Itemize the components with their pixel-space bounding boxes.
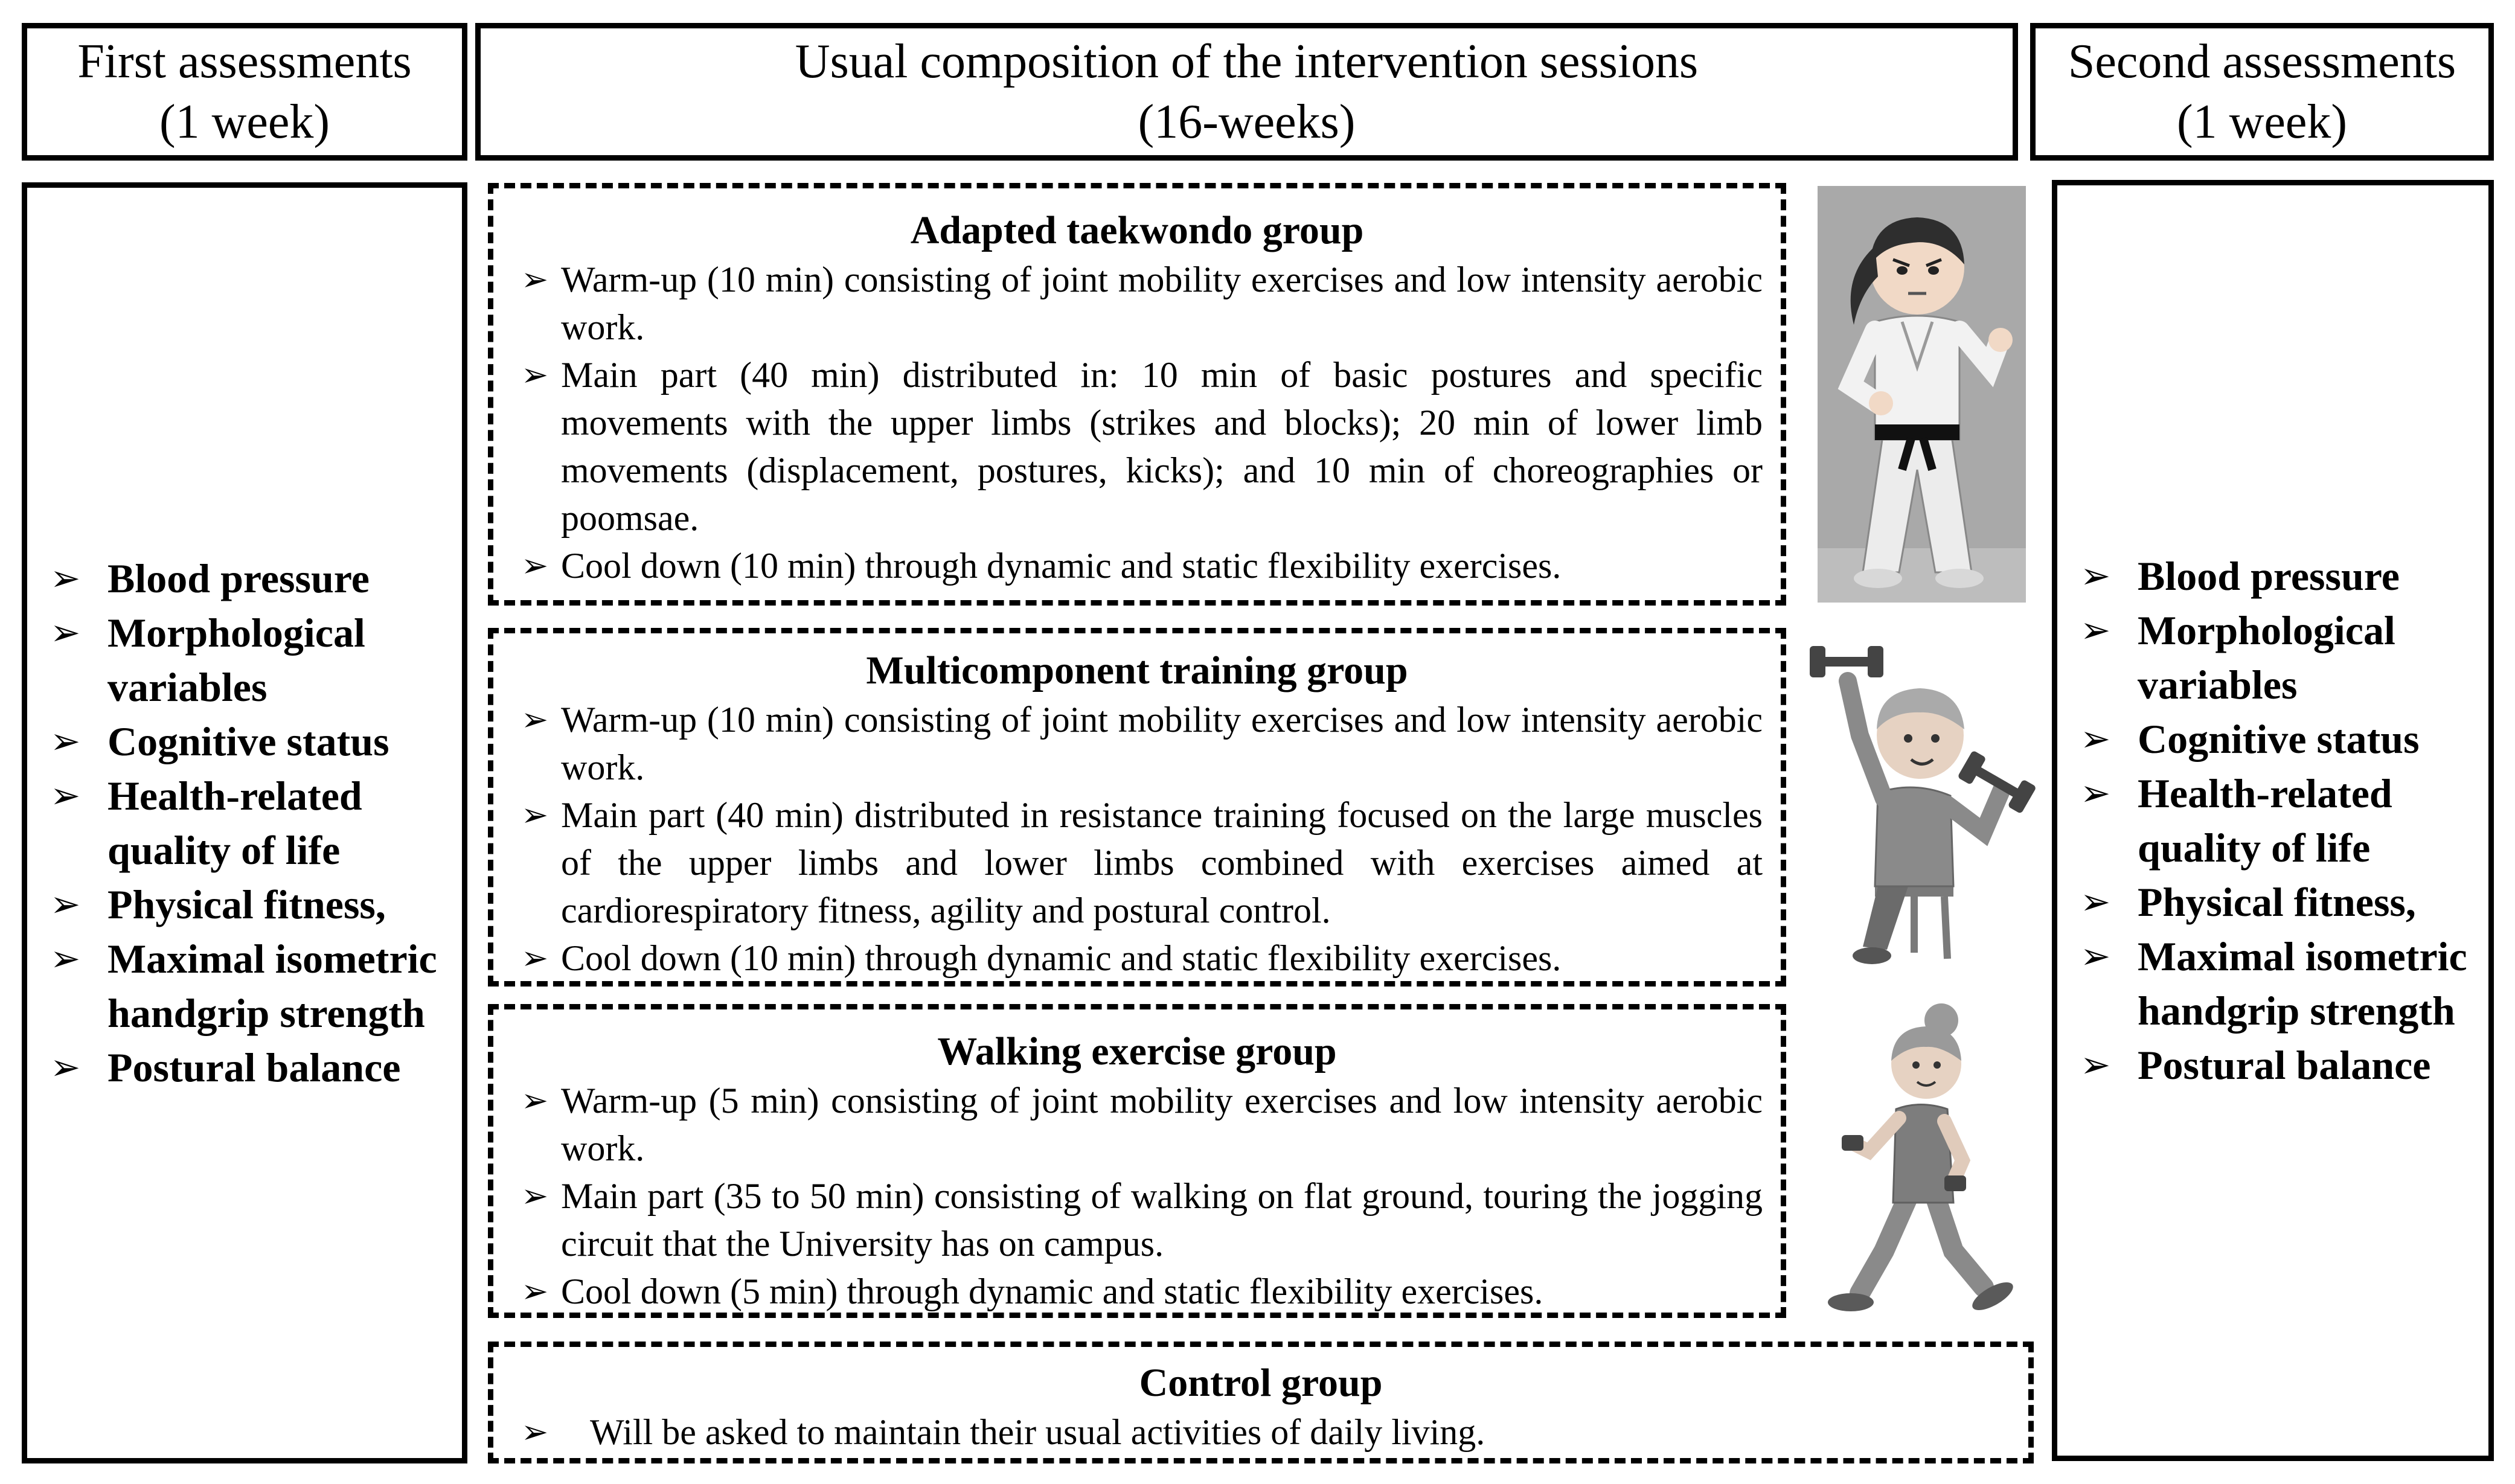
second-assessments-panel [2052,180,2494,1461]
control-group-title: Control group [1139,1361,1383,1405]
multicomponent-group-items [511,696,1763,982]
list-item: ➢ Main part (35 to 50 min) consisting of walking on flat ground, touring the jogging circuit that the University has on campus. [511,1172,1763,1268]
intervention-header [475,23,2018,161]
taekwondo-group-title: Adapted taekwondo group [910,208,1364,252]
assessment-item: ➢ Maximal isometric handgrip strength [44,932,455,1040]
list-item: ➢ Main part (40 min) distributed in: 10 min of basic postures and specific movements with the upper limbs (strikes and blocks); 20 min of lower limb movements (displacement, postures, kicks); and 10 min of choreographies or poomsae. [511,351,1763,542]
list-item: ➢ Cool down (5 min) through dynamic and static flexibility exercises. [511,1268,1763,1316]
list-item: ➢ Cool down (10 min) through dynamic and static flexibility exercises. [511,935,1763,982]
list-item: ➢ Warm-up (10 min) consisting of joint mobility exercises and low intensity aerobic work. [511,256,1763,351]
assessment-item: ➢ Maximal isometric handgrip strength [2074,929,2485,1038]
second-assessments-list [2074,549,2485,1092]
first-assessments-header [22,23,467,161]
first-assessments-panel [22,182,467,1463]
multicomponent-group-panel [488,628,1786,987]
first-assessments-duration: (1 week) [159,95,330,149]
assessment-item: ➢ Health-related quality of life [2074,766,2485,875]
taekwondo-group-items [511,256,1763,590]
assessment-item: ➢ Blood pressure [2074,549,2485,603]
intervention-title: Usual composition of the intervention sessions [795,35,1699,88]
list-item: ➢ Warm-up (10 min) consisting of joint mobility exercises and low intensity aerobic work. [511,696,1763,792]
first-assessments-list [44,551,455,1095]
control-group-items [511,1409,2010,1456]
assessment-item: ➢ Physical fitness, [44,877,455,932]
list-item: ➢ Main part (40 min) distributed in resistance training focused on the large muscles of the upper limbs and lower limbs combined with exercises aimed at cardiorespiratory fitness, agility and postural control. [511,792,1763,935]
assessment-item: ➢ Morphological variables [44,606,455,714]
walking-woman-illustration [1818,997,2029,1323]
second-assessments-duration: (1 week) [2176,95,2348,149]
walking-group-panel [488,1004,1786,1318]
assessment-item: ➢ Morphological variables [2074,603,2485,712]
multicomponent-group-title: Multicomponent training group [866,648,1408,692]
second-assessments-title: Second assessments [2068,35,2456,88]
list-item: ➢ Warm-up (5 min) consisting of joint mobility exercises and low intensity aerobic work. [511,1077,1763,1172]
list-item: ➢ Cool down (10 min) through dynamic and static flexibility exercises. [511,542,1763,590]
assessment-item: ➢ Postural balance [2074,1038,2485,1092]
walking-group-title: Walking exercise group [937,1029,1337,1073]
taekwondo-girl-illustration [1818,186,2026,603]
assessment-item: ➢ Cognitive status [2074,712,2485,766]
assessment-item: ➢ Blood pressure [44,551,455,606]
intervention-duration: (16-weeks) [1138,95,1356,149]
assessment-item: ➢ Postural balance [44,1040,455,1095]
assessment-item: ➢ Health-related quality of life [44,769,455,877]
taekwondo-group-panel [488,183,1786,606]
list-item: ➢ Will be asked to maintain their usual activities of daily living. [511,1409,2010,1456]
walking-group-items [511,1077,1763,1316]
assessment-item: ➢ Cognitive status [44,714,455,769]
first-assessments-title: First assessments [77,35,412,88]
control-group-panel [488,1342,2034,1463]
dumbbell-exercise-illustration [1802,645,2050,971]
assessment-item: ➢ Physical fitness, [2074,875,2485,929]
second-assessments-header [2030,23,2494,161]
